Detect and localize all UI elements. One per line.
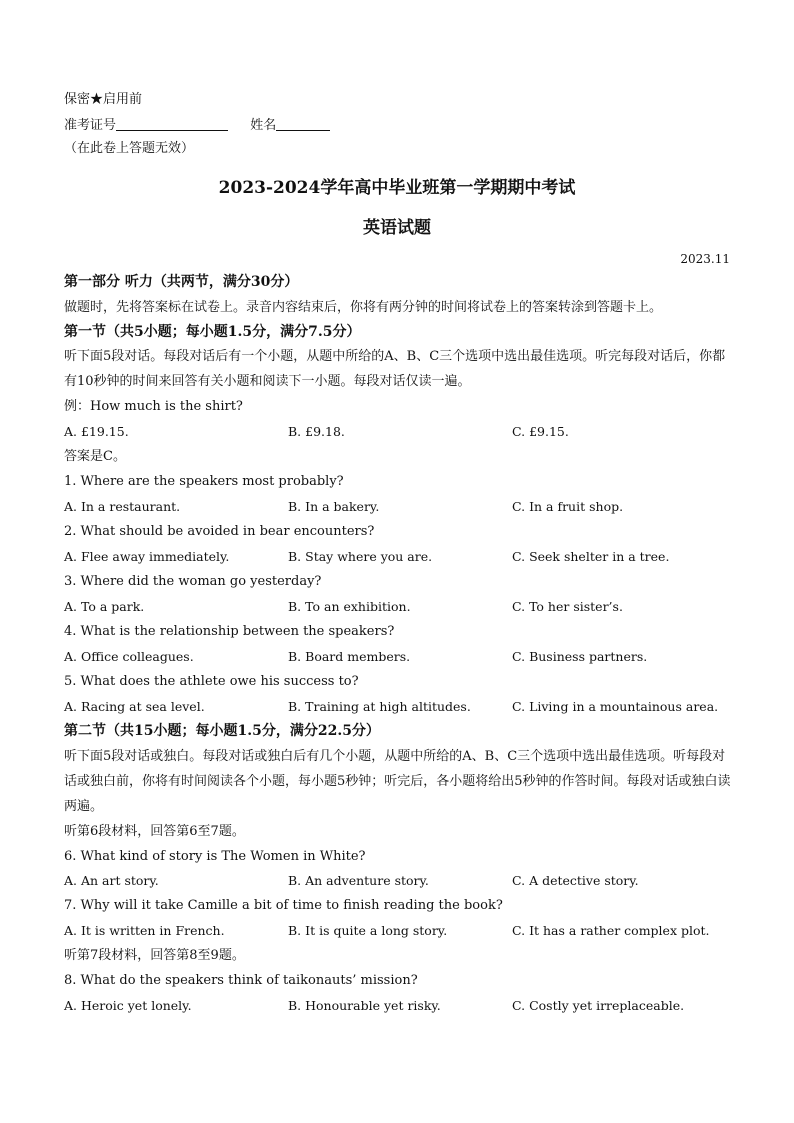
example-question: 例：How much is the shirt? <box>64 399 243 414</box>
section1-instruction: 听下面5段对话。每段对话后有一个小题，从题中所给的A、B、C三个选项中选出最佳选项。听完每段对话后，你都有10秒钟的时间来回答有关小题和阅读下一小题。每段对话仅读一遍。 <box>64 349 726 389</box>
q6-option-a: A. An art story. <box>64 873 159 888</box>
question-1: 1. Where are the speakers most probably? <box>64 474 344 489</box>
part1-heading: 第一部分 听力（共两节，满分30分） <box>64 274 299 290</box>
q7-option-c: C. It has a rather complex plot. <box>512 923 710 938</box>
q7-option-a: A. It is written in French. <box>64 923 225 938</box>
material-7-note: 听第7段材料，回答第8至9题。 <box>64 948 245 963</box>
exam-title: 2023-2024学年高中毕业班第一学期期中考试 <box>218 178 576 198</box>
q5-option-a: A. Racing at sea level. <box>64 699 205 714</box>
question-7: 7. Why will it take Camille a bit of time to finish reading the book? <box>64 898 503 913</box>
q1-option-b: B. In a bakery. <box>288 499 380 514</box>
question-6: 6. What kind of story is The Women in White? <box>64 849 366 864</box>
q1-option-c: C. In a fruit shop. <box>512 499 624 514</box>
part1-instruction: 做题时，先将答案标在试卷上。录音内容结束后，你将有两分钟的时间将试卷上的答案转涂到答题卡上。 <box>64 300 663 315</box>
q8-option-b: B. Honourable yet risky. <box>288 998 441 1013</box>
q6-option-c: C. A detective story. <box>512 873 639 888</box>
q6-option-b: B. An adventure story. <box>288 873 429 888</box>
name-label: 姓名 <box>250 118 277 133</box>
question-5: 5. What does the athlete owe his success to? <box>64 674 359 689</box>
q5-option-c: C. Living in a mountainous area. <box>512 699 719 714</box>
question-3: 3. Where did the woman go yesterday? <box>64 574 322 589</box>
q2-option-c: C. Seek shelter in a tree. <box>512 549 670 564</box>
q4-option-c: C. Business partners. <box>512 649 648 664</box>
confidential-mark: 保密★启用前 <box>64 92 143 107</box>
material-6-note: 听第6段材料，回答第6至7题。 <box>64 824 245 839</box>
exam-id-label: 准考证号 <box>64 118 117 133</box>
q3-option-b: B. To an exhibition. <box>288 599 411 614</box>
exam-id-blank <box>116 116 228 131</box>
example-option-a: A. £19.15. <box>64 424 129 439</box>
question-8: 8. What do the speakers think of taikonauts’ mission? <box>64 973 418 988</box>
section2-heading: 第二节（共15小题；每小题1.5分，满分22.5分） <box>64 723 380 739</box>
answer-notice: （在此卷上答题无效） <box>64 141 195 156</box>
q1-option-a: A. In a restaurant. <box>64 499 181 514</box>
exam-date: 2023.11 <box>680 252 730 266</box>
q4-option-a: A. Office colleagues. <box>64 649 194 664</box>
question-4: 4. What is the relationship between the speakers? <box>64 624 395 639</box>
example-option-c: C. £9.15. <box>512 424 569 439</box>
candidate-info-row <box>64 116 330 135</box>
exam-subtitle: 英语试题 <box>363 218 431 238</box>
example-answer: 答案是C。 <box>64 449 126 464</box>
q2-option-b: B. Stay where you are. <box>288 549 433 564</box>
q2-option-a: A. Flee away immediately. <box>64 549 230 564</box>
q5-option-b: B. Training at high altitudes. <box>288 699 471 714</box>
q3-option-a: A. To a park. <box>64 599 145 614</box>
q8-option-c: C. Costly yet irreplaceable. <box>512 998 685 1013</box>
q7-option-b: B. It is quite a long story. <box>288 923 448 938</box>
q4-option-b: B. Board members. <box>288 649 411 664</box>
q3-option-c: C. To her sister’s. <box>512 599 623 614</box>
q8-option-a: A. Heroic yet lonely. <box>64 998 192 1013</box>
name-blank <box>276 116 330 131</box>
section1-heading: 第一节（共5小题；每小题1.5分，满分7.5分） <box>64 324 361 340</box>
section2-instruction: 听下面5段对话或独白。每段对话或独白后有几个小题，从题中所给的A、B、C三个选项中选出最佳选项。听每段对话或独白前，你将有时间阅读各个小题，每小题5秒钟；听完后，各小题将给出5秒钟的作答时间。每段对话或独白读两遍。 <box>64 749 731 814</box>
example-option-b: B. £9.18. <box>288 424 345 439</box>
question-2: 2. What should be avoided in bear encounters? <box>64 524 375 539</box>
